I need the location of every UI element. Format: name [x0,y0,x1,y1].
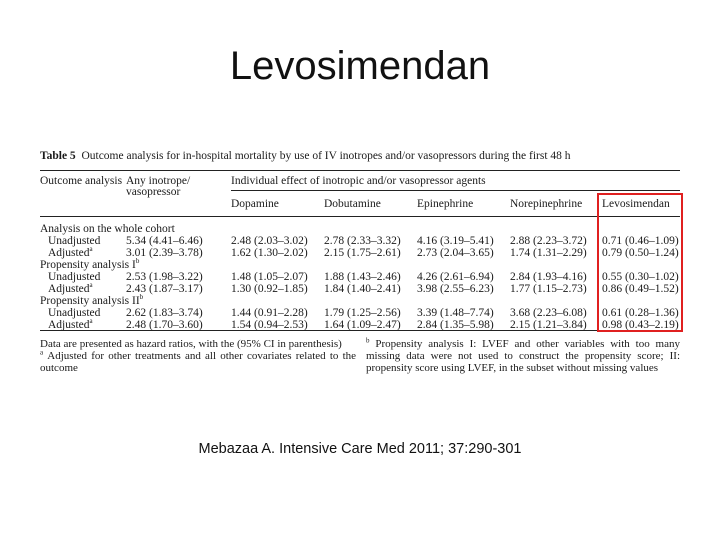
row-label-text: Analysis on the whole cohort [40,223,175,235]
table-top-rule [40,170,680,171]
table-caption-text: Outcome analysis for in-hospital mortality by use of IV inotropes and/or vasopressors during the first 48 h [81,150,571,162]
footnote-mark: a [89,317,93,326]
footnote-a-text: Adjusted for other treatments and all other covariates related to the outcome [40,350,357,374]
header-agent-norepinephrine: Norepinephrine [510,198,583,210]
row-label-text: Unadjusted [48,307,101,319]
table-cell: 2.73 (2.04–3.65) [417,247,494,259]
footnote-right [366,338,680,374]
table-section-row [40,295,680,307]
table-row [40,271,680,283]
table-cell: 0.86 (0.49–1.52) [602,283,679,295]
citation: Mebazaa A. Intensive Care Med 2011; 37:290-301 [198,441,522,457]
table-cell: 4.16 (3.19–5.41) [417,235,494,247]
slide-title: Levosimendan [229,44,491,88]
table-cell: 0.98 (0.43–2.19) [602,319,679,331]
table-section-row [40,223,680,235]
table-cell: 2.43 (1.87–3.17) [126,283,203,295]
footnote-b-text: Propensity analysis I: LVEF and other variables with too many missing data were not used to construct the propensity score; II: propensity score using LVEF, in the subset without missing values [366,338,680,374]
footnote-mark: a [89,245,93,254]
table-cell: 1.77 (1.15–2.73) [510,283,587,295]
row-label-text: Propensity analysis II [40,295,140,307]
table-cell: 2.48 (2.03–3.02) [231,235,308,247]
footnote-a-mark: a [40,348,44,357]
table-cell: 1.44 (0.91–2.28) [231,307,308,319]
table-cell: 2.78 (2.33–3.32) [324,235,401,247]
table-section-row [40,259,680,271]
table-cell: 1.79 (1.25–2.56) [324,307,401,319]
table-cell: 1.48 (1.05–2.07) [231,271,308,283]
table-cell: 2.62 (1.83–3.74) [126,307,203,319]
header-any-inotrope [126,176,190,198]
table-cell: 2.48 (1.70–3.60) [126,319,203,331]
table-cell: 0.55 (0.30–1.02) [602,271,679,283]
row-label-text: Unadjusted [48,235,101,247]
row-label-text: Adjusted [48,283,90,295]
table-cell: 0.79 (0.50–1.24) [602,247,679,259]
header-individual-effect: Individual effect of inotropic and/or vasopressor agents [231,175,486,187]
table-cell: 2.84 (1.93–4.16) [510,271,587,283]
header-agent-levosimendan: Levosimendan [602,198,670,210]
footnote-mark: b [135,257,140,266]
table-cell: 3.39 (1.48–7.74) [417,307,494,319]
row-label-text: Unadjusted [48,271,101,283]
section-label [40,259,139,271]
table-row [40,235,680,247]
header-agent-dopamine: Dopamine [231,198,279,210]
footnote-mark: b [139,293,144,302]
row-label [48,283,93,295]
table-cell: 2.53 (1.98–3.22) [126,271,203,283]
header-agent-dobutamine: Dobutamine [324,198,381,210]
table-cell: 3.01 (2.39–3.78) [126,247,203,259]
table-cell: 3.68 (2.23–6.08) [510,307,587,319]
table-cell: 2.88 (2.23–3.72) [510,235,587,247]
levosimendan-highlight-box [597,193,683,332]
table-cell: 1.88 (1.43–2.46) [324,271,401,283]
table-cell: 4.26 (2.61–6.94) [417,271,494,283]
table-cell: 1.84 (1.40–2.41) [324,283,401,295]
table-cell: 1.64 (1.09–2.47) [324,319,401,331]
table-cell: 5.34 (4.41–6.46) [126,235,203,247]
header-sub-rule [231,190,680,191]
footnote-adjusted-note [40,350,356,374]
footnote-mark: a [89,281,93,290]
header-agent-epinephrine: Epinephrine [417,198,474,210]
table-cell: 2.15 (1.21–3.84) [510,319,587,331]
section-label [40,295,143,307]
table-bottom-rule [40,330,680,331]
table-caption [40,150,700,162]
table-cell: 0.61 (0.28–1.36) [602,307,679,319]
table-cell: 0.71 (0.46–1.09) [602,235,679,247]
header-outcome-analysis: Outcome analysis [40,175,123,187]
table-cell: 3.98 (2.55–6.23) [417,283,494,295]
table-cell: 1.74 (1.31–2.29) [510,247,587,259]
row-label-text: Adjusted [48,319,90,331]
table-cell: 2.15 (1.75–2.61) [324,247,401,259]
section-label [40,223,175,235]
row-label [48,247,93,259]
header-any-line2: vasopressor [126,186,181,198]
row-label-text: Adjusted [48,247,90,259]
row-label-text: Propensity analysis I [40,259,136,271]
header-bottom-rule [40,216,680,217]
table-cell: 1.30 (0.92–1.85) [231,283,308,295]
footnote-b-mark: b [366,336,370,345]
footnote-data-note: Data are presented as hazard ratios, with the (95% CI in parenthesis) [40,338,342,350]
table-caption-label: Table 5 [40,150,76,162]
table-cell: 2.84 (1.35–5.98) [417,319,494,331]
table-cell: 1.54 (0.94–2.53) [231,319,308,331]
table-row [40,283,680,295]
table-cell: 1.62 (1.30–2.02) [231,247,308,259]
header-any-line1: Any inotrope/ [126,175,191,187]
table-row [40,307,680,319]
footnote-left [40,338,356,374]
